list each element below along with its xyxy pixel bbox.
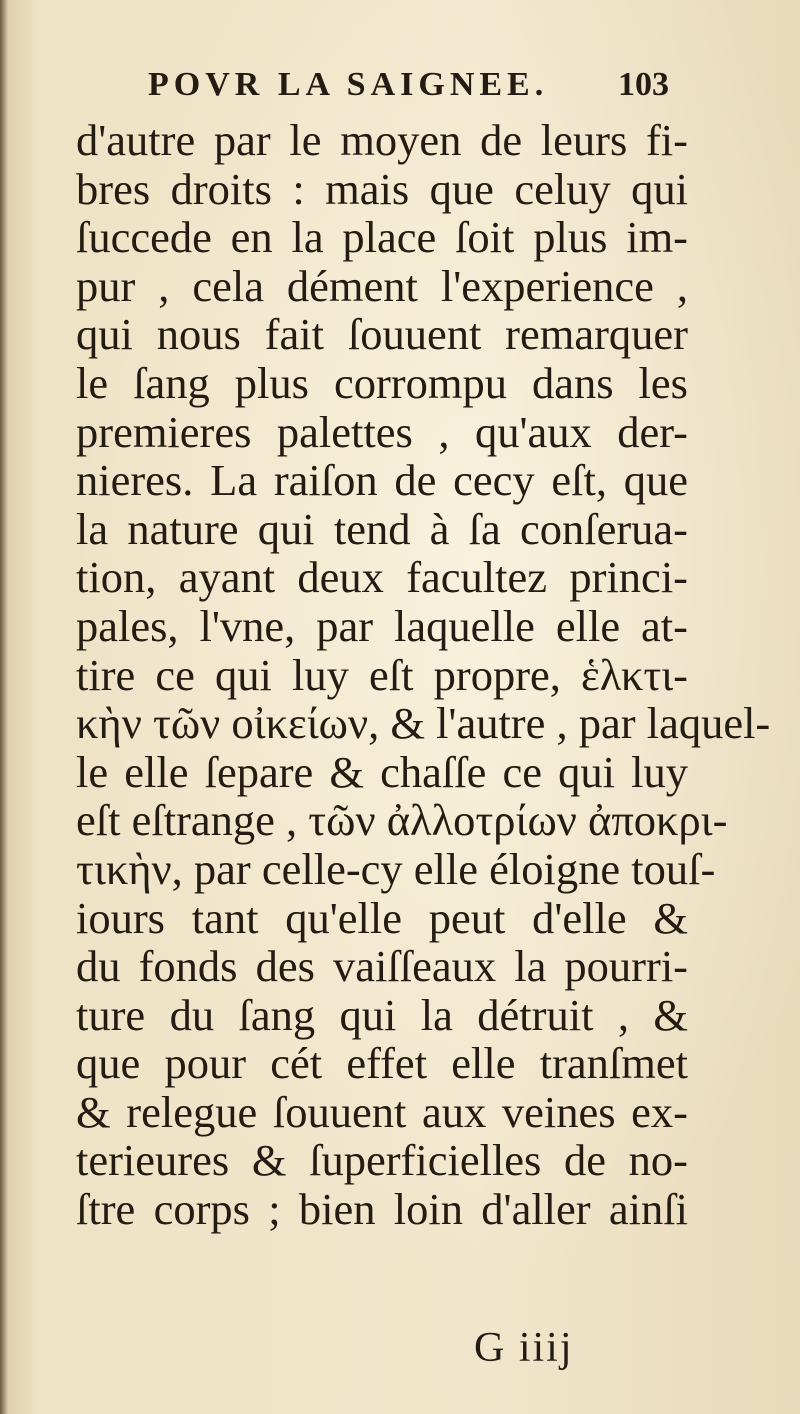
text-line: nieres. La raiſon de cecy eſt, que (76, 455, 688, 506)
text-line: bres droits : mais que celuy qui (76, 163, 688, 214)
text-line: ture du ſang qui la détruit , & (76, 989, 688, 1040)
text-line: tire ce qui luy eſt propre, ἑλκτι- (76, 649, 688, 700)
text-line: iours tant qu'elle peut d'elle & (76, 892, 688, 943)
text-line: la nature qui tend à ſa conſerua- (76, 503, 688, 554)
text-line: qui nous fait ſouuent remarquer (76, 309, 688, 360)
text-line: pales, l'vne, par laquelle elle at- (76, 600, 688, 651)
text-line: premieres palettes , qu'aux der- (76, 406, 688, 457)
text-line: κὴν τῶν οἰκείων, & l'autre , par laquel- (76, 698, 771, 749)
running-title: POVR LA SAIGNEE. (148, 66, 549, 103)
text-line: que pour cét effet elle tranſmet (76, 1038, 688, 1089)
text-line: du fonds des vaiſſeaux la pourri- (76, 941, 688, 992)
text-line: eſt eſtrange , τῶν ἀλλοτρίων ἀποκρι- (76, 795, 728, 846)
text-line: le ſang plus corrompu dans les (76, 357, 688, 408)
body-text (76, 115, 771, 1235)
text-line: ſuccede en la place ſoit plus im- (76, 212, 688, 263)
text-line: tion, ayant deux facultez princi- (76, 552, 688, 603)
text-line: & relegue ſouuent aux veines ex- (76, 1086, 688, 1137)
text-line: le elle ſepare & chaſſe ce qui luy (76, 746, 688, 797)
binding-edge (0, 0, 8, 1414)
text-line: τικὴν, par celle-cy elle éloigne touſ- (76, 843, 716, 894)
text-line: d'autre par le moyen de leurs fi- (76, 115, 688, 165)
signature-mark: G iiij (474, 1325, 574, 1371)
text-line: pur , cela dément l'experience , (76, 260, 688, 311)
page-number: 103 (618, 66, 669, 103)
text-line: ſtre corps ; bien loin d'aller ainſi (76, 1184, 688, 1235)
text-line: terieures & ſuperficielles de no- (76, 1135, 688, 1186)
